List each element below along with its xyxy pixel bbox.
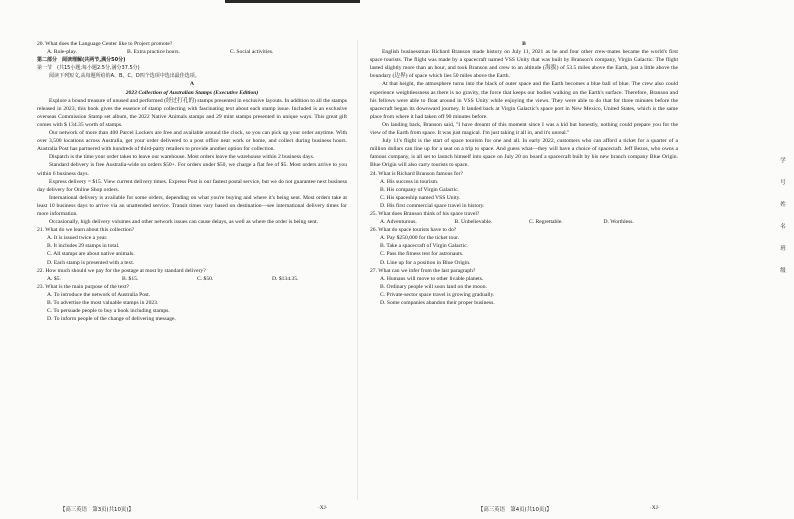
left-page [37, 40, 347, 323]
page-fold [357, 40, 358, 500]
paragraph: Occasionally, high delivery volumes and other network issues can cause delays, as well as where the order is being sent. [49, 219, 318, 226]
instructions: 阅读下列短文,从每题所给的A、B、C、D四个选项中选出最佳选项。 [49, 73, 200, 80]
margin-label: 学 [780, 158, 786, 164]
question-24-options [370, 178, 678, 210]
right-page [370, 40, 678, 307]
paragraph: International delivery is available for some orders, depending on what you're buying and where it's being sent. Most orders take at least 10 business days to arrive via an unattended service. Transit times vary based on destination—see international delivery times for more information. [37, 194, 347, 217]
option-a: A. Pay $250,000 for the ticket tour. [380, 235, 460, 242]
option-c: C. His spaceship named VSS Unity. [380, 194, 461, 201]
paragraph: July 11's flight is the start of space tourism for one and all. In early 2022, customers who can afford a ticket for a quarter of a million dollars can line up for a seat on a trip to space. And guess what—they will have a choice of spacecraft. Jeff Bezos, who owns a famous company, is all set to launch himself into space on July 20 on board a spacecraft built by his new branch company Blue Origin. Blue Origin will also carry tourists to space. [370, 138, 678, 169]
option-d: D. Worthless. [603, 219, 634, 226]
option-b: B. $15. [122, 275, 139, 282]
question-21-options [37, 234, 347, 266]
option-c: C. Private-sector space travel is growing gradually. [380, 291, 495, 298]
question-27-options [370, 275, 678, 307]
option-b: B. It includes 29 stamps in total. [47, 243, 120, 250]
question-20-options [37, 48, 347, 56]
section-header: 第二部分 阅读理解(共两节,满分50分) [37, 57, 126, 64]
paragraph: At that height, the atmosphere turns into the black of outer space and the Earth becomes a blue ball of blue. The crew also could experience weightlessness as there is no gravity, the force that keeps our bodies walking on the Earth's surface. Therefore, Branson and his fellows were able to float around in VSS Unity while enjoying the views. They were able to do that for three minutes before the spacecraft began its downward journey. It landed back at Virgin Galactic's space port in New Mexico, United States, which is the same place from where it had taken off 90 minutes before. [370, 81, 678, 120]
question-22-options [37, 275, 347, 283]
margin-label: 号 [780, 180, 786, 186]
option-c: C. To persuade people to buy a book including stamps. [47, 308, 170, 315]
question-26-stem: 26. What do space tourists have to do? [370, 227, 457, 234]
option-a: A. $5. [47, 275, 61, 282]
option-a: A. His success in tourism. [380, 178, 439, 185]
scan-top-edge [225, 0, 360, 3]
option-c: C. Regrettable. [529, 219, 563, 226]
left-page-code: ·XJ· [318, 505, 328, 511]
question-25-options [370, 218, 678, 226]
option-a: A. It is issued twice a year. [47, 235, 108, 242]
passage-title: 2023 Collection of Australian Stamps (Executive Edition) [125, 89, 259, 96]
option-c: C. All stamps are about native animals. [47, 251, 135, 258]
question-26-options [370, 234, 678, 266]
option-c: C. Social activities. [229, 49, 274, 56]
option-b: B. Ordinary people will soon land on the moon. [380, 283, 487, 290]
question-27-stem: 27. What can we infer from the last paragraph? [370, 267, 476, 274]
paragraph: Express delivery = $15. View current delivery times. Express Post is our fastest postal service, but we do not guarantee next business day delivery for Online Shop orders. [37, 178, 347, 193]
option-d: D. Some companies abandon their proper business. [380, 300, 495, 306]
paragraph: Dispatch is the time your order takes to leave our warehouse. Most orders leave the warehouse within 2 business days. [49, 154, 315, 161]
question-23-options [37, 291, 347, 323]
option-c: C. $50. [197, 275, 214, 282]
option-b: B. His company of Virgin Galactic. [380, 186, 460, 193]
option-a: A. Adventurous. [380, 219, 417, 226]
question-20-stem: 20. What does the Language Center like to Project promote? [37, 41, 173, 47]
passage-letter: A [189, 81, 195, 88]
right-page-code: ·XJ· [650, 505, 660, 511]
option-d: D. To inform people of the change of delivering message. [47, 316, 176, 323]
passage-letter: B [522, 41, 526, 47]
option-b: B. Take a spacecraft of Virgin Galactic. [380, 243, 469, 250]
paragraph: Explore a bound treasure of unused and performed (经过打孔的) stamps presented in exclusive layouts. In addition to all the stamps released in 2023, this book gives the essence of stamp collecting with fascinating text about each stamp issue. Included is an exclusive overseas Commission Stamp set album, the 2022 Native Animals stamps and 29 mint stamps presented in unique ways. This great gift comes with $ 134.35 worth of stamps. [37, 97, 347, 128]
option-d: D. His first commercial space travel in history. [380, 202, 485, 209]
binding-margin-labels [779, 150, 787, 282]
margin-label: 姓 [780, 202, 786, 208]
paragraph: On landing back, Branson said, "I have dreamt of this moment since I was a kid but honestly, nothing could prepare you for the view of the Earth from space. It was just magical. I'm just taking it all in, and it's unreal." [370, 121, 678, 137]
margin-label: 班 [780, 246, 786, 252]
option-c: C. Pass the fitness test for astronauts. [380, 251, 464, 258]
left-page-footer: 【高三英语 第3页(共10页)】 [60, 507, 134, 513]
option-d: D. $134.35. [272, 275, 299, 282]
margin-label: 级 [780, 268, 786, 274]
option-b: B. To advertise the most valuable stamps in 2023. [47, 300, 159, 306]
section-one-header: 第一节 (共15小题;每小题2.5分,满分37.5分) [37, 65, 140, 72]
margin-label: 名 [780, 224, 786, 230]
option-b: B. Extra practice hours. [126, 49, 180, 56]
option-d: D. Line up for a position in Blue Origin. [380, 259, 471, 266]
paragraph: Our network of more than 400 Parcel Lockers are free and available around the clock, so you can pick up your order anytime. With over 3,500 locations across Australia, get your order delivered to a post office near work or home, and collect during business hours. Australia Post has partnered with hundreds of third-party retailers to provide another option for collection. [37, 130, 347, 153]
question-25-stem: 25. What does Branson think of his space travel? [370, 210, 480, 217]
question-21-stem: 21. What do we learn about this collection? [37, 227, 135, 234]
paragraph: Standard delivery is free Australia-wide on orders $50+. For orders under $50, we charge a flat fee of $5. Most orders arrive to you within 6 business days. [37, 162, 347, 177]
option-a: A. To introduce the network of Australia Post. [47, 291, 151, 298]
right-page-footer: 【高三英语 第4页(共10页)】 [478, 507, 552, 513]
question-22-stem: 22. How much should we pay for the postage at most by standard delivery? [37, 267, 206, 274]
question-24-stem: 24. What is Richard Branson famous for? [370, 170, 463, 177]
paragraph: English businessman Richard Branson made history on July 11, 2021 as he and four other crew-mates became the world's first space tourists. The flight was made by a spacecraft named VSS Unity that was built by Branson's company, Virgin Galactic. The flight lasted slightly more than an hour, and took Branson and crew to an altitude (海拔) of 53.5 miles above the Earth, just a little above the boundary (边界) of space which lies 50 miles above the Earth. [370, 49, 678, 80]
option-a: A. Humans will move to other livable planets. [380, 275, 484, 282]
question-23-stem: 23. What is the main purpose of the text? [37, 283, 130, 290]
option-d: D. Each stamp is presented with a text. [47, 259, 135, 266]
option-a: A. Role-play. [47, 49, 77, 56]
option-b: B. Unbelievable. [454, 219, 493, 226]
